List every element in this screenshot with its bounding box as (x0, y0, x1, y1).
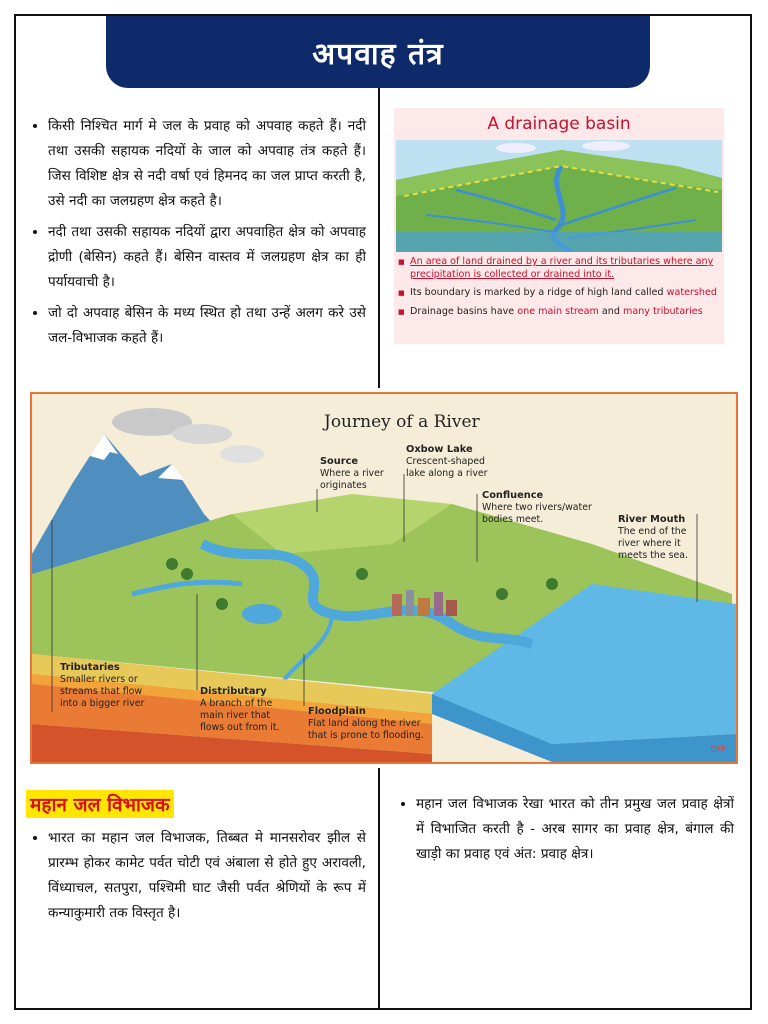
basin-point-3-red1: one main stream (517, 305, 599, 317)
basin-point-3-pre: Drainage basins have (410, 305, 515, 317)
journey-title: Journey of a River (324, 412, 480, 432)
page-title: अपवाह तंत्र (312, 36, 444, 72)
label-oxbow-text: Crescent-shaped lake along a river (406, 456, 488, 479)
corner-mark: OFF (710, 745, 726, 754)
column-divider-bottom (378, 768, 380, 1010)
label-source-text: Where a river originates (320, 468, 384, 491)
drainage-basin-illustration (396, 140, 722, 252)
great-divide-left-bullet: • भारत का महान जल विभाजक, तिब्बत मे मानसरोवर झील से प्रारम्भ होकर कामेट पर्वत चोटी एवं अंबाला से होते हुए अरावली, विंध्याचल, सतपुरा, पश्चिमी घाट जैसी पर्वत श्रेणियों के रूप में कन्याकुमारी तक विस्तृत है। (48, 826, 366, 926)
basin-point-3-red2: many tributaries (622, 305, 703, 317)
basin-point-2-red: watershed (666, 287, 717, 298)
journey-of-river-figure (30, 392, 738, 764)
drainage-basin-points (398, 256, 720, 324)
intro-bullet-list (26, 114, 366, 351)
label-tributaries-text: Smaller rivers or streams that flow into a bigger river (60, 674, 145, 709)
label-oxbow-lake (406, 444, 506, 480)
great-divide-left-column (26, 826, 366, 932)
intro-bullet-2: • नदी तथा उसकी सहायक नदियों द्वारा अपवाहित क्षेत्र को अपवाह द्रोणी (बेसिन) कहते हैं। बेसिन वास्तव में जलग्रहण क्षेत्र का ही पर्यायवाची है। (48, 220, 366, 295)
great-divide-left-list (26, 826, 366, 926)
basin-point-1-text: An area of land drained by a river and its tributaries where any precipitation is collected or drained into it. (410, 256, 714, 280)
title-banner (106, 16, 650, 88)
basin-point-3-mid: and (601, 305, 620, 317)
intro-text-column (26, 114, 366, 357)
label-mouth-text: The end of the river where it meets the sea. (618, 526, 688, 561)
basin-point-1 (398, 256, 720, 281)
label-mouth-title: River Mouth (618, 514, 686, 525)
label-tributaries-title: Tributaries (60, 662, 120, 673)
label-distributary-title: Distributary (200, 686, 267, 697)
great-divide-right-bullet: • महान जल विभाजक रेखा भारत को तीन प्रमुख जल प्रवाह क्षेत्रों में विभाजित करती है - अरब सागर का प्रवाह क्षेत्र, बंगाल की खाड़ी का प्रवाह एवं अंत: प्रवाह क्षेत्र। (416, 792, 734, 867)
label-floodplain-text: Flat land along the river that is prone to flooding. (308, 718, 424, 741)
label-oxbow-title: Oxbow Lake (406, 444, 473, 455)
basin-point-2-pre: Its boundary is marked by a ridge of high land called (410, 287, 664, 298)
label-distributary (200, 686, 290, 734)
column-divider-top (378, 88, 380, 388)
drainage-basin-title: A drainage basin (487, 114, 631, 134)
great-divide-heading: महान जल विभाजक (26, 790, 174, 818)
label-floodplain-title: Floodplain (308, 706, 366, 717)
label-source (320, 456, 400, 492)
label-confluence-title: Confluence (482, 490, 544, 501)
intro-bullet-3: • जो दो अपवाह बेसिन के मध्य स्थित हो तथा उन्हें अलग करे उसे जल-विभाजक कहते हैं। (48, 301, 366, 351)
intro-bullet-1: • किसी निश्चित मार्ग मे जल के प्रवाह को अपवाह कहते हैं। नदी तथा उसकी सहायक नदियों के जाल को अपवाह तंत्र कहते हैं। जिस विशिष्ट क्षेत्र से नदी वर्षा एवं हिमनद का जल प्राप्त करती है, उसे नदी का जलग्रहण क्षेत्र कहते है। (48, 114, 366, 214)
label-distributary-text: A branch of the main river that flows out from it. (200, 698, 280, 733)
label-tributaries (60, 662, 160, 710)
label-confluence (482, 490, 612, 526)
basin-point-2 (398, 287, 720, 300)
great-divide-right-column (394, 792, 734, 873)
great-divide-right-list (394, 792, 734, 867)
label-source-title: Source (320, 456, 359, 467)
drainage-basin-figure (394, 108, 724, 344)
label-floodplain (308, 706, 438, 742)
label-river-mouth (618, 514, 698, 562)
label-confluence-text: Where two rivers/water bodies meet. (482, 502, 592, 525)
basin-point-3 (398, 306, 720, 319)
